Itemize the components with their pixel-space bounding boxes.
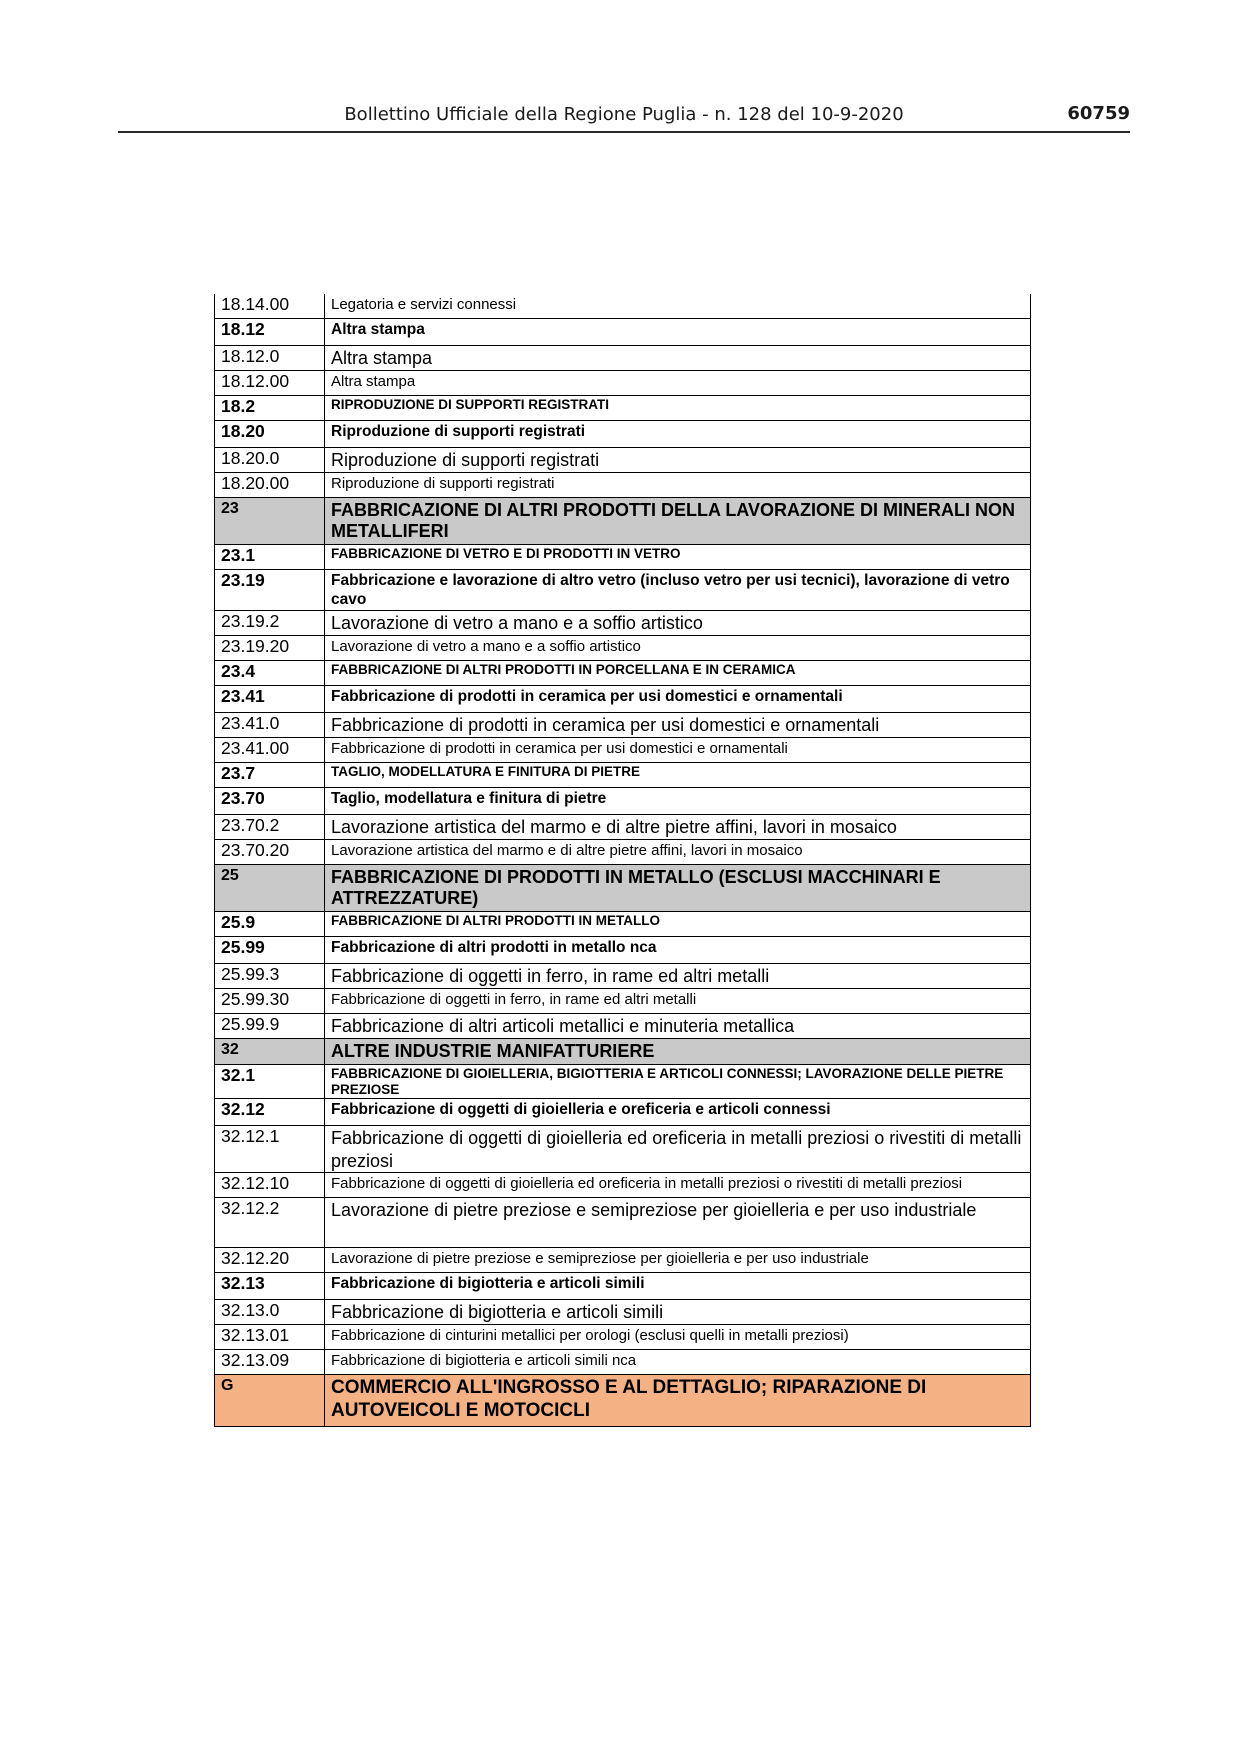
ateco-code-cell: 23.7 xyxy=(215,762,325,787)
ateco-description-cell: Lavorazione artistica del marmo e di altre pietre affini, lavori in mosaico xyxy=(325,814,1031,839)
ateco-code-cell: 23.41 xyxy=(215,685,325,712)
ateco-code-cell: 18.2 xyxy=(215,396,325,421)
ateco-description-cell: Fabbricazione di oggetti di gioielleria ed oreficeria in metalli preziosi o rivestiti di metalli preziosi xyxy=(325,1126,1031,1173)
table-row xyxy=(215,685,1031,712)
ateco-code-cell: 32.13 xyxy=(215,1273,325,1300)
ateco-description-cell: Riproduzione di supporti registrati xyxy=(325,473,1031,498)
ateco-description-cell: Fabbricazione di altri articoli metallici e minuteria metallica xyxy=(325,1013,1031,1038)
table-row xyxy=(215,1038,1031,1064)
table-row xyxy=(215,1099,1031,1126)
ateco-code-cell: 32 xyxy=(215,1038,325,1064)
table-row xyxy=(215,448,1031,473)
ateco-description-cell: Altra stampa xyxy=(325,371,1031,396)
ateco-code-cell: 25.99.9 xyxy=(215,1013,325,1038)
table-row xyxy=(215,1375,1031,1427)
ateco-description-cell: Fabbricazione di prodotti in ceramica per usi domestici e ornamentali xyxy=(325,712,1031,737)
ateco-code-cell: 23.19.20 xyxy=(215,635,325,660)
ateco-description-cell: RIPRODUZIONE DI SUPPORTI REGISTRATI xyxy=(325,396,1031,421)
ateco-code-cell: 23.70.20 xyxy=(215,839,325,864)
table-row xyxy=(215,963,1031,988)
table-row xyxy=(215,911,1031,936)
ateco-code-cell: 25.9 xyxy=(215,911,325,936)
table-row xyxy=(215,762,1031,787)
table-row xyxy=(215,421,1031,448)
header-divider xyxy=(118,131,1130,133)
ateco-code-cell: 32.13.09 xyxy=(215,1350,325,1375)
ateco-description-cell: Lavorazione artistica del marmo e di altre pietre affini, lavori in mosaico xyxy=(325,839,1031,864)
table-row xyxy=(215,988,1031,1013)
ateco-description-cell: Fabbricazione di bigiotteria e articoli simili xyxy=(325,1300,1031,1325)
ateco-codes-table xyxy=(214,294,1031,1427)
ateco-code-cell: 32.13.01 xyxy=(215,1325,325,1350)
table-row xyxy=(215,1126,1031,1173)
table-row xyxy=(215,1064,1031,1098)
ateco-code-cell: 18.12.00 xyxy=(215,371,325,396)
table-row xyxy=(215,936,1031,963)
ateco-code-cell: 23.70.2 xyxy=(215,814,325,839)
ateco-code-cell: 23.41.0 xyxy=(215,712,325,737)
ateco-code-cell: 32.12 xyxy=(215,1099,325,1126)
table-row xyxy=(215,737,1031,762)
ateco-description-cell: Riproduzione di supporti registrati xyxy=(325,421,1031,448)
table-row xyxy=(215,545,1031,570)
table-row xyxy=(215,346,1031,371)
page-header xyxy=(118,104,1130,130)
ateco-code-cell: 32.12.2 xyxy=(215,1198,325,1248)
ateco-description-cell: FABBRICAZIONE DI GIOIELLERIA, BIGIOTTERIA E ARTICOLI CONNESSI; LAVORAZIONE DELLE PIETRE PREZIOSE xyxy=(325,1064,1031,1098)
table-row xyxy=(215,864,1031,911)
table-row xyxy=(215,473,1031,498)
table-row xyxy=(215,814,1031,839)
ateco-code-cell: 18.20 xyxy=(215,421,325,448)
ateco-description-cell: FABBRICAZIONE DI ALTRI PRODOTTI IN METALLO xyxy=(325,911,1031,936)
ateco-code-cell: 23.70 xyxy=(215,787,325,814)
ateco-description-cell: Altra stampa xyxy=(325,346,1031,371)
ateco-code-cell: 18.12.0 xyxy=(215,346,325,371)
ateco-description-cell: Fabbricazione di oggetti in ferro, in rame ed altri metalli xyxy=(325,963,1031,988)
ateco-code-cell: 18.20.0 xyxy=(215,448,325,473)
table-row xyxy=(215,1350,1031,1375)
ateco-table-body xyxy=(215,294,1031,1426)
table-row xyxy=(215,570,1031,611)
ateco-code-cell: 32.13.0 xyxy=(215,1300,325,1325)
ateco-description-cell: Lavorazione di vetro a mano e a soffio artistico xyxy=(325,635,1031,660)
table-row xyxy=(215,1173,1031,1198)
ateco-code-cell: 23.41.00 xyxy=(215,737,325,762)
table-row xyxy=(215,610,1031,635)
ateco-description-cell: COMMERCIO ALL'INGROSSO E AL DETTAGLIO; RIPARAZIONE DI AUTOVEICOLI E MOTOCICLI xyxy=(325,1375,1031,1427)
ateco-description-cell: Fabbricazione di cinturini metallici per orologi (esclusi quelli in metalli preziosi) xyxy=(325,1325,1031,1350)
ateco-code-cell: 25.99.30 xyxy=(215,988,325,1013)
ateco-code-cell: 18.14.00 xyxy=(215,294,325,319)
table-row xyxy=(215,787,1031,814)
table-row xyxy=(215,396,1031,421)
ateco-description-cell: FABBRICAZIONE DI VETRO E DI PRODOTTI IN VETRO xyxy=(325,545,1031,570)
ateco-description-cell: FABBRICAZIONE DI ALTRI PRODOTTI IN PORCELLANA E IN CERAMICA xyxy=(325,660,1031,685)
table-row xyxy=(215,635,1031,660)
ateco-description-cell: Taglio, modellatura e finitura di pietre xyxy=(325,787,1031,814)
ateco-description-cell: Legatoria e servizi connessi xyxy=(325,294,1031,319)
ateco-code-cell: 32.12.1 xyxy=(215,1126,325,1173)
ateco-code-cell: G xyxy=(215,1375,325,1427)
table-row xyxy=(215,1273,1031,1300)
ateco-description-cell: ALTRE INDUSTRIE MANIFATTURIERE xyxy=(325,1038,1031,1064)
ateco-code-cell: 18.20.00 xyxy=(215,473,325,498)
table-row xyxy=(215,839,1031,864)
ateco-code-cell: 32.12.10 xyxy=(215,1173,325,1198)
ateco-description-cell: TAGLIO, MODELLATURA E FINITURA DI PIETRE xyxy=(325,762,1031,787)
table-row xyxy=(215,1198,1031,1248)
ateco-description-cell: FABBRICAZIONE DI ALTRI PRODOTTI DELLA LAVORAZIONE DI MINERALI NON METALLIFERI xyxy=(325,498,1031,545)
ateco-code-cell: 23.19.2 xyxy=(215,610,325,635)
ateco-code-cell: 18.12 xyxy=(215,319,325,346)
ateco-code-cell: 25.99 xyxy=(215,936,325,963)
table-row xyxy=(215,294,1031,319)
ateco-description-cell: Fabbricazione di oggetti di gioielleria ed oreficeria in metalli preziosi o rivestiti di metalli preziosi xyxy=(325,1173,1031,1198)
ateco-description-cell: Fabbricazione e lavorazione di altro vetro (incluso vetro per usi tecnici), lavorazione di vetro cavo xyxy=(325,570,1031,611)
ateco-description-cell: Fabbricazione di altri prodotti in metallo nca xyxy=(325,936,1031,963)
ateco-code-cell: 32.12.20 xyxy=(215,1248,325,1273)
ateco-code-cell: 25.99.3 xyxy=(215,963,325,988)
ateco-description-cell: Lavorazione di pietre preziose e semipreziose per gioielleria e per uso industriale xyxy=(325,1248,1031,1273)
table-row xyxy=(215,1300,1031,1325)
ateco-description-cell: Altra stampa xyxy=(325,319,1031,346)
table-row xyxy=(215,1325,1031,1350)
ateco-description-cell: Fabbricazione di bigiotteria e articoli simili nca xyxy=(325,1350,1031,1375)
table-row xyxy=(215,1013,1031,1038)
ateco-code-cell: 25 xyxy=(215,864,325,911)
table-row xyxy=(215,319,1031,346)
ateco-description-cell: Fabbricazione di oggetti di gioielleria e oreficeria e articoli connessi xyxy=(325,1099,1031,1126)
ateco-description-cell: Fabbricazione di prodotti in ceramica per usi domestici e ornamentali xyxy=(325,737,1031,762)
ateco-description-cell: Fabbricazione di prodotti in ceramica per usi domestici e ornamentali xyxy=(325,685,1031,712)
ateco-code-cell: 32.1 xyxy=(215,1064,325,1098)
ateco-code-cell: 23.19 xyxy=(215,570,325,611)
ateco-description-cell: Riproduzione di supporti registrati xyxy=(325,448,1031,473)
ateco-code-cell: 23.1 xyxy=(215,545,325,570)
ateco-description-cell: Lavorazione di vetro a mano e a soffio artistico xyxy=(325,610,1031,635)
ateco-description-cell: Lavorazione di pietre preziose e semipreziose per gioielleria e per uso industriale xyxy=(325,1198,1031,1248)
ateco-description-cell: Fabbricazione di oggetti in ferro, in rame ed altri metalli xyxy=(325,988,1031,1013)
table-row xyxy=(215,1248,1031,1273)
table-row xyxy=(215,712,1031,737)
bulletin-title: Bollettino Ufficiale della Regione Puglia - n. 128 del 10-9-2020 xyxy=(344,104,904,125)
table-row xyxy=(215,371,1031,396)
ateco-code-cell: 23 xyxy=(215,498,325,545)
table-row xyxy=(215,660,1031,685)
ateco-code-cell: 23.4 xyxy=(215,660,325,685)
page-number: 60759 xyxy=(1067,103,1130,124)
table-row xyxy=(215,498,1031,545)
ateco-description-cell: Fabbricazione di bigiotteria e articoli simili xyxy=(325,1273,1031,1300)
ateco-description-cell: FABBRICAZIONE DI PRODOTTI IN METALLO (ESCLUSI MACCHINARI E ATTREZZATURE) xyxy=(325,864,1031,911)
